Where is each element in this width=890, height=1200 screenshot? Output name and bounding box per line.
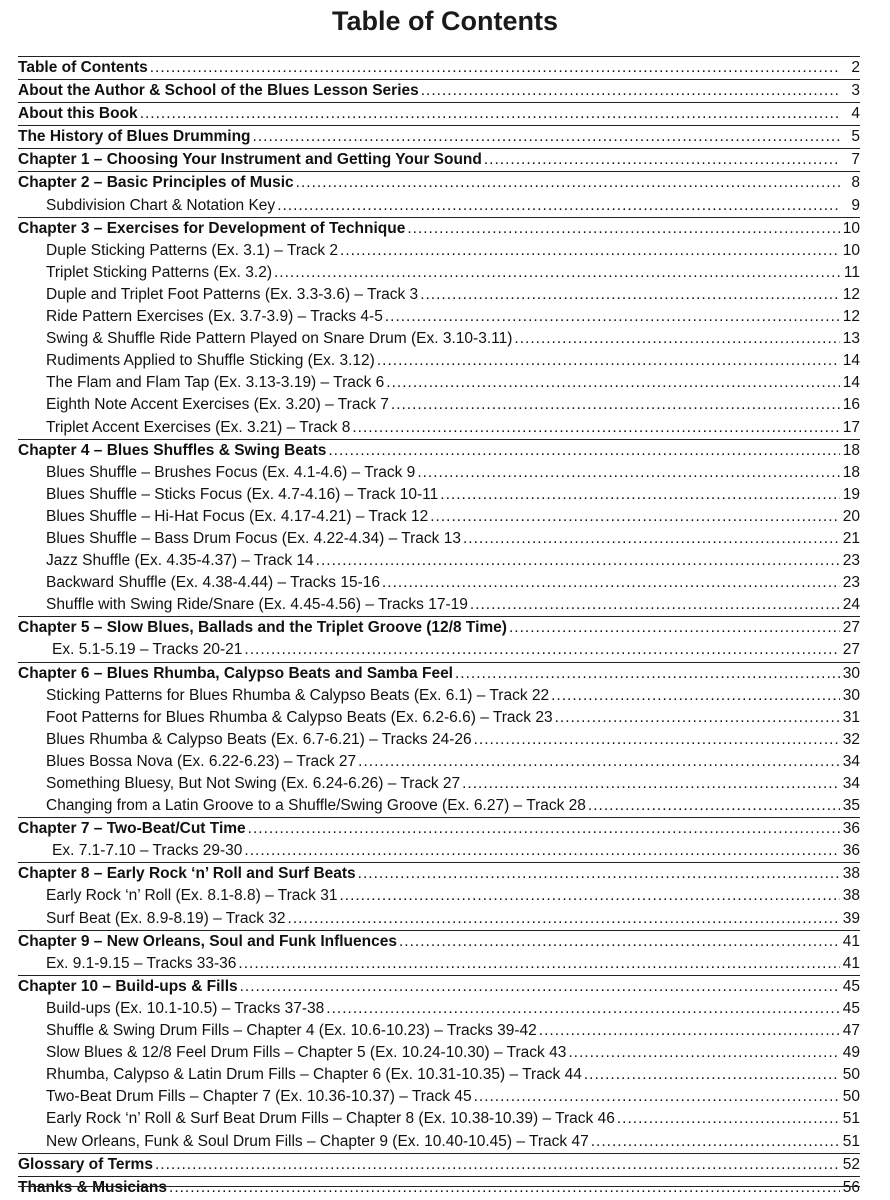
dot-leader [463,528,840,550]
toc-entry-label: The Flam and Flam Tap (Ex. 3.13-3.19) – Track 6 [46,374,385,392]
toc-page-number: 41 [842,954,860,972]
toc-entry-label: Subdivision Chart & Notation Key [46,196,276,214]
toc-page-number: 47 [842,1022,860,1040]
dot-leader [514,328,840,350]
toc-subentry[interactable] [18,707,860,729]
toc-entry-label: Thanks & Musicians [18,1178,168,1196]
toc-entry-label: Jazz Shuffle (Ex. 4.35-4.37) – Track 14 [46,552,314,570]
toc-page-number: 12 [842,308,860,326]
toc-subentry[interactable] [18,685,860,707]
toc-entry-label: Foot Patterns for Blues Rhumba & Calypso Beats (Ex. 6.2-6.6) – Track 23 [46,708,553,726]
toc-entry-label: Ride Pattern Exercises (Ex. 3.7-3.9) – Tracks 4-5 [46,308,383,326]
dot-leader [316,550,840,572]
toc-entry-label: Rhumba, Calypso & Latin Drum Fills – Chapter 6 (Ex. 10.31-10.35) – Track 44 [46,1066,582,1084]
dot-leader [296,172,840,194]
toc-entry-label: Build-ups (Ex. 10.1-10.5) – Tracks 37-38 [46,999,325,1017]
toc-page-number: 18 [842,463,860,481]
toc-page-number: 19 [842,485,860,503]
toc-entry-label: Ex. 5.1-5.19 – Tracks 20-21 [52,641,243,659]
toc-entry-label: Rudiments Applied to Shuffle Sticking (Ex. 3.12) [46,352,375,370]
dot-leader [391,394,840,416]
toc-page-number: 20 [842,507,860,525]
toc-entry-label: Surf Beat (Ex. 8.9-8.19) – Track 32 [46,909,286,927]
toc-entry-label: Changing from a Latin Groove to a Shuffle/Swing Groove (Ex. 6.27) – Track 28 [46,797,586,815]
toc-entry-label: Blues Shuffle – Brushes Focus (Ex. 4.1-4.6) – Track 9 [46,463,416,481]
dot-leader [539,1020,840,1042]
dot-leader [399,931,840,953]
toc-entry-label: Two-Beat Drum Fills – Chapter 7 (Ex. 10.36-10.37) – Track 45 [46,1088,472,1106]
dot-leader [551,685,840,707]
toc-subentry[interactable] [18,284,860,306]
toc-subentry[interactable] [18,328,860,350]
toc-chapter-entry[interactable] [18,975,860,998]
dot-leader [420,284,840,306]
toc-entry-label: The History of Blues Drumming [18,128,251,146]
toc-subentry[interactable] [18,528,860,550]
toc-subentry[interactable] [18,572,860,594]
toc-page-number: 3 [851,82,860,100]
toc-entry-label: Chapter 8 – Early Rock ‘n’ Roll and Surf Beats [18,865,356,883]
toc-chapter-entry[interactable] [18,171,860,194]
toc-page-number: 27 [842,641,860,659]
dot-leader [591,1131,840,1153]
toc-page-number: 2 [851,59,860,76]
toc-list [18,56,860,1199]
dot-leader [277,195,840,217]
toc-subentry[interactable] [18,350,860,372]
toc-page-number: 39 [842,909,860,927]
toc-entry-label: Ex. 9.1-9.15 – Tracks 33-36 [46,954,237,972]
toc-page-number: 8 [851,174,860,192]
toc-entry-label: Swing & Shuffle Ride Pattern Played on Snare Drum (Ex. 3.10-3.11) [46,330,513,348]
toc-entry-label: About the Author & School of the Blues Lesson Series [18,82,419,100]
dot-leader [509,617,840,639]
toc-subentry[interactable] [18,484,860,506]
dot-leader [474,1086,840,1108]
toc-subentry[interactable] [18,795,860,817]
dot-leader [568,1042,840,1064]
toc-entry-label: Table of Contents [18,59,148,76]
toc-page-number: 34 [842,775,860,792]
dot-leader [326,998,840,1020]
toc-chapter-entry[interactable] [18,1153,860,1176]
toc-page-number: 31 [842,708,860,726]
toc-page-number: 4 [851,105,860,123]
toc-page-number: 17 [842,418,860,436]
dot-leader [588,795,840,817]
dot-leader [339,885,840,907]
toc-page-number: 27 [842,619,860,637]
toc-entry-label: Blues Shuffle – Sticks Focus (Ex. 4.7-4.16) – Track 10-11 [46,485,439,503]
toc-entry-label: Chapter 6 – Blues Rhumba, Calypso Beats and Samba Feel [18,664,453,682]
dot-leader [417,462,840,484]
toc-entry-label: Early Rock ‘n’ Roll & Surf Beat Drum Fills – Chapter 8 (Ex. 10.38-10.39) – Track 46 [46,1110,615,1128]
toc-page-number: 36 [842,820,860,838]
dot-leader [274,262,840,284]
toc-entry-label: Shuffle with Swing Ride/Snare (Ex. 4.45-4.56) – Tracks 17-19 [46,596,468,614]
dot-leader [240,976,840,998]
toc-entry-label: Chapter 4 – Blues Shuffles & Swing Beats [18,441,327,459]
dot-leader [385,306,840,328]
toc-page-number: 10 [842,241,860,259]
toc-page-number: 45 [842,999,860,1017]
toc-entry-label: Backward Shuffle (Ex. 4.38-4.44) – Tracks 15-16 [46,574,380,592]
toc-page-number: 30 [842,664,860,682]
toc-entry-label: Ex. 7.1-7.10 – Tracks 29-30 [52,842,243,860]
toc-entry-label: Triplet Accent Exercises (Ex. 3.21) – Track 8 [46,418,351,436]
toc-subentry[interactable] [18,594,860,616]
dot-leader [244,639,840,661]
toc-page-number: 45 [842,977,860,995]
toc-chapter-entry[interactable] [18,439,860,462]
dot-leader [440,484,840,506]
toc-chapter-entry[interactable] [18,125,860,148]
dot-leader [140,103,840,125]
toc-entry-label: Glossary of Terms [18,1155,153,1173]
toc-page-number: 50 [842,1088,860,1106]
toc-subentry[interactable] [18,1108,860,1130]
dot-leader [248,818,840,840]
toc-chapter-entry[interactable] [18,1176,860,1199]
toc-chapter-entry[interactable] [18,930,860,953]
toc-page-number: 30 [842,686,860,704]
toc-subentry[interactable] [18,550,860,572]
dot-leader [386,372,840,394]
dot-leader [484,149,840,171]
toc-entry-label: Triplet Sticking Patterns (Ex. 3.2) [46,263,272,281]
toc-subentry[interactable] [18,462,860,484]
toc-page-number: 13 [842,330,860,348]
dot-leader [244,840,840,862]
toc-page-number: 9 [851,196,860,214]
toc-page-number: 41 [842,932,860,950]
toc-subentry[interactable] [18,394,860,416]
toc-chapter-entry[interactable] [18,56,860,79]
toc-entry-label: Blues Rhumba & Calypso Beats (Ex. 6.7-6.21) – Tracks 24-26 [46,730,472,748]
dot-leader [253,126,840,148]
dot-leader [358,863,840,885]
page-title: Table of Contents [332,6,558,36]
toc-subentry[interactable] [18,506,860,528]
toc-page-number: 51 [842,1110,860,1128]
dot-leader [377,350,840,372]
dot-leader [555,707,840,729]
dot-leader [288,908,840,930]
toc-page-number: 23 [842,552,860,570]
toc-entry-label: Chapter 5 – Slow Blues, Ballads and the Triplet Groove (12/8 Time) [18,619,507,637]
dot-leader [462,773,840,795]
dot-leader [352,417,840,439]
toc-subentry[interactable] [18,885,860,907]
toc-entry-label: Something Bluesy, But Not Swing (Ex. 6.24-6.26) – Track 27 [46,775,461,792]
toc-page-number: 7 [851,151,860,169]
toc-entry-label: Chapter 7 – Two-Beat/Cut Time [18,820,246,838]
dot-leader [474,729,840,751]
toc-chapter-entry[interactable] [18,662,860,685]
dot-leader [617,1108,840,1130]
toc-page-number: 12 [842,285,860,303]
dot-leader [150,57,840,79]
dot-leader [455,663,840,685]
dot-leader [382,572,840,594]
toc-page-number: 49 [842,1044,860,1062]
toc-subentry[interactable] [18,1042,860,1064]
toc-entry-label: Early Rock ‘n’ Roll (Ex. 8.1-8.8) – Track 31 [46,887,338,905]
toc-subentry[interactable] [18,240,860,262]
toc-page-number: 36 [842,842,860,860]
toc-entry-label: Blues Shuffle – Hi-Hat Focus (Ex. 4.17-4.21) – Track 12 [46,507,429,525]
toc-page-number: 34 [842,752,860,770]
toc-page-number: 52 [842,1155,860,1173]
dot-leader [421,80,840,102]
toc-entry-label: Chapter 1 – Choosing Your Instrument and Getting Your Sound [18,151,482,169]
dot-leader [358,751,840,773]
dot-leader [584,1064,840,1086]
dot-leader [407,218,840,240]
toc-subentry[interactable] [18,751,860,773]
toc-subentry[interactable] [18,306,860,328]
dot-leader [470,594,840,616]
toc-entry-label: Blues Shuffle – Bass Drum Focus (Ex. 4.22-4.34) – Track 13 [46,529,461,547]
toc-subentry[interactable] [18,998,860,1020]
toc-page-number: 50 [842,1066,860,1084]
toc-entry-label: Blues Bossa Nova (Ex. 6.22-6.23) – Track 27 [46,752,357,770]
toc-subentry[interactable] [18,908,860,930]
dot-leader [340,240,840,262]
toc-entry-label: Chapter 10 – Build-ups & Fills [18,977,238,995]
toc-subentry[interactable] [18,840,860,862]
dot-leader [328,440,840,462]
toc-chapter-entry[interactable] [18,79,860,102]
toc-subentry[interactable] [18,1064,860,1086]
toc-page-number: 11 [843,263,860,281]
toc-entry-label: Chapter 3 – Exercises for Development of Technique [18,219,406,237]
dot-leader [238,953,840,975]
toc-entry-label: Chapter 2 – Basic Principles of Music [18,174,294,192]
toc-page-number: 38 [842,887,860,905]
toc-chapter-entry[interactable] [18,102,860,125]
toc-page-number: 23 [842,574,860,592]
toc-subentry[interactable] [18,1086,860,1108]
toc-subentry[interactable] [18,729,860,751]
dot-leader [430,506,840,528]
toc-chapter-entry[interactable] [18,616,860,639]
toc-subentry[interactable] [18,417,860,439]
toc-entry-label: Sticking Patterns for Blues Rhumba & Calypso Beats (Ex. 6.1) – Track 22 [46,686,550,704]
toc-page-number: 18 [842,441,860,459]
dot-leader [155,1154,840,1176]
dot-leader [169,1177,840,1199]
toc-subentry[interactable] [18,773,860,795]
toc-entry-label: Shuffle & Swing Drum Fills – Chapter 4 (Ex. 10.6-10.23) – Tracks 39-42 [46,1022,537,1040]
toc-chapter-entry[interactable] [18,148,860,171]
toc-page-number: 10 [842,219,860,237]
toc-page-number: 5 [851,128,860,146]
toc-page-number: 16 [842,396,860,414]
toc-subentry[interactable] [18,372,860,394]
toc-chapter-entry[interactable] [18,217,860,240]
toc-entry-label: Eighth Note Accent Exercises (Ex. 3.20) – Track 7 [46,396,389,414]
toc-entry-label: Duple Sticking Patterns (Ex. 3.1) – Track 2 [46,241,339,259]
toc-subentry[interactable] [18,262,860,284]
toc-page-number: 14 [842,374,860,392]
toc-subentry[interactable] [18,953,860,975]
toc-subentry[interactable] [18,1131,860,1153]
toc-subentry[interactable] [18,639,860,661]
toc-subentry[interactable] [18,1020,860,1042]
toc-entry-label: Duple and Triplet Foot Patterns (Ex. 3.3-3.6) – Track 3 [46,285,419,303]
toc-entry-label: About this Book [18,105,138,123]
toc-page-number: 56 [842,1178,860,1196]
toc-page-number: 32 [842,730,860,748]
toc-entry-label: New Orleans, Funk & Soul Drum Fills – Chapter 9 (Ex. 10.40-10.45) – Track 47 [46,1132,589,1150]
toc-page-number: 21 [842,529,860,547]
toc-page-number: 38 [842,865,860,883]
toc-page-number: 24 [842,596,860,614]
toc-subentry[interactable] [18,195,860,217]
toc-chapter-entry[interactable] [18,862,860,885]
toc-entry-label: Slow Blues & 12/8 Feel Drum Fills – Chapter 5 (Ex. 10.24-10.30) – Track 43 [46,1044,567,1062]
toc-page-number: 51 [842,1132,860,1150]
toc-page-number: 35 [842,797,860,815]
bottom-divider [18,1186,860,1187]
toc-entry-label: Chapter 9 – New Orleans, Soul and Funk Influences [18,932,397,950]
toc-page-number: 14 [842,352,860,370]
toc-chapter-entry[interactable] [18,817,860,840]
